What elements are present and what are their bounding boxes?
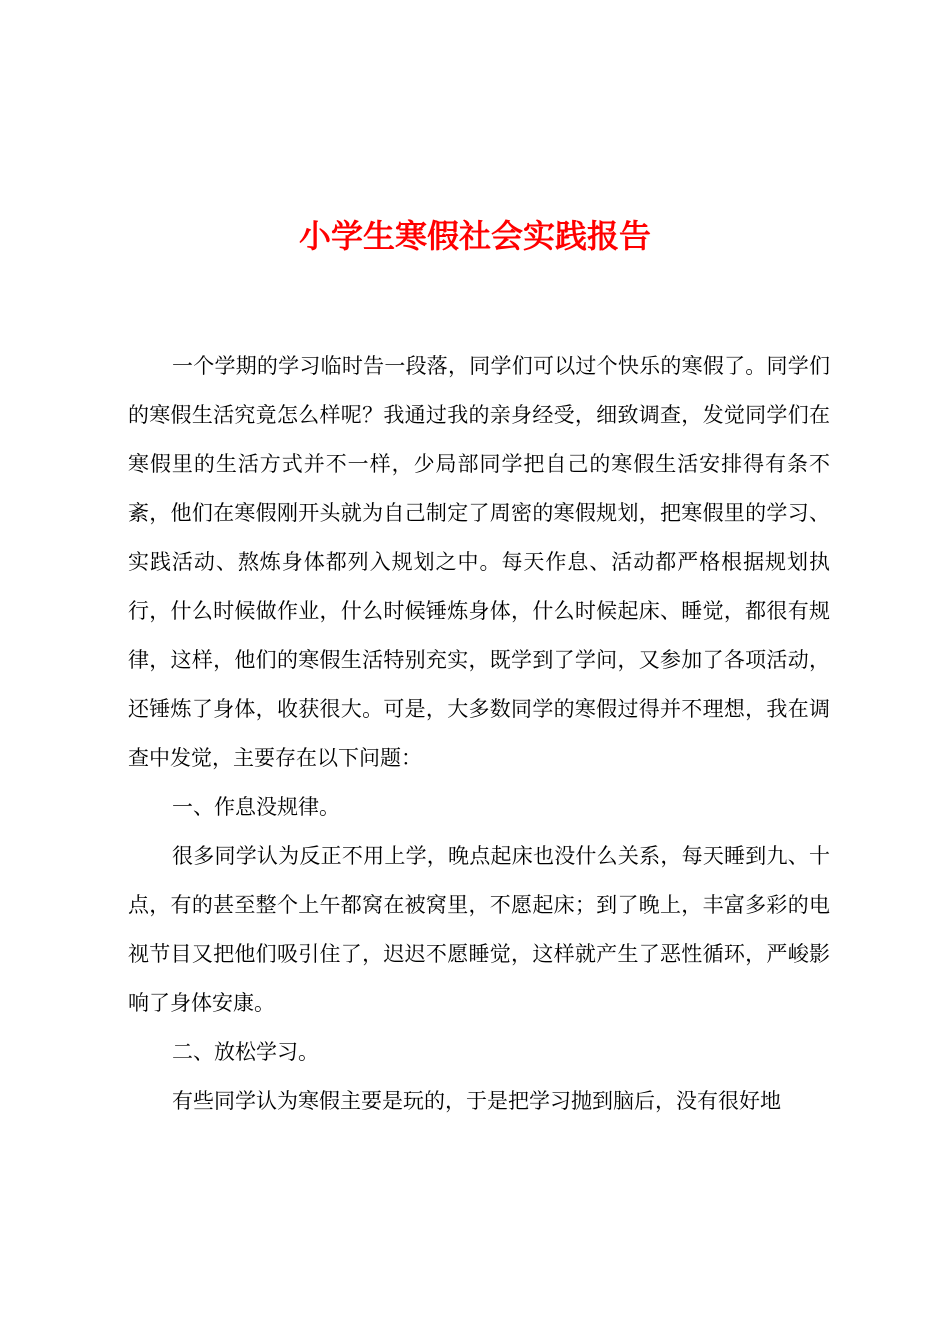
section-heading-2: 二、放松学习。 (172, 1040, 319, 1064)
paragraph-section-2: 有些同学认为寒假主要是玩的，于是把学习抛到脑后，没有很好地 (172, 1089, 781, 1113)
paragraph-section-1: 很多同学认为反正不用上学，晚点起床也没什么关系，每天睡到九、十点，有的甚至整个上午都窝在被窝里，不愿起床；到了晚上，丰富多彩的电视节目又把他们吸引住了，迟迟不愿睡觉，这样就产生了恶性循环，严峻影响了身体安康。 (128, 844, 830, 1015)
document-body (128, 342, 830, 1126)
document-title: 小学生寒假社会实践报告 (298, 217, 651, 255)
paragraph-intro: 一个学期的学习临时告一段落，同学们可以过个快乐的寒假了。同学们的寒假生活究竟怎么样呢？我通过我的亲身经受，细致调查，发觉同学们在寒假里的生活方式并不一样，少局部同学把自己的寒假生活安排得有条不紊，他们在寒假刚开头就为自己制定了周密的寒假规划，把寒假里的学习、实践活动、熬炼身体都列入规划之中。每天作息、活动都严格根据规划执行，什么时候做作业，什么时候锤炼身体，什么时候起床、睡觉，都很有规律，这样，他们的寒假生活特别充实，既学到了学问，又参加了各项活动，还锤炼了身体，收获很大。可是，大多数同学的寒假过得并不理想，我在调查中发觉，主要存在以下问题： (128, 354, 830, 770)
section-heading-1: 一、作息没规律。 (172, 795, 340, 819)
